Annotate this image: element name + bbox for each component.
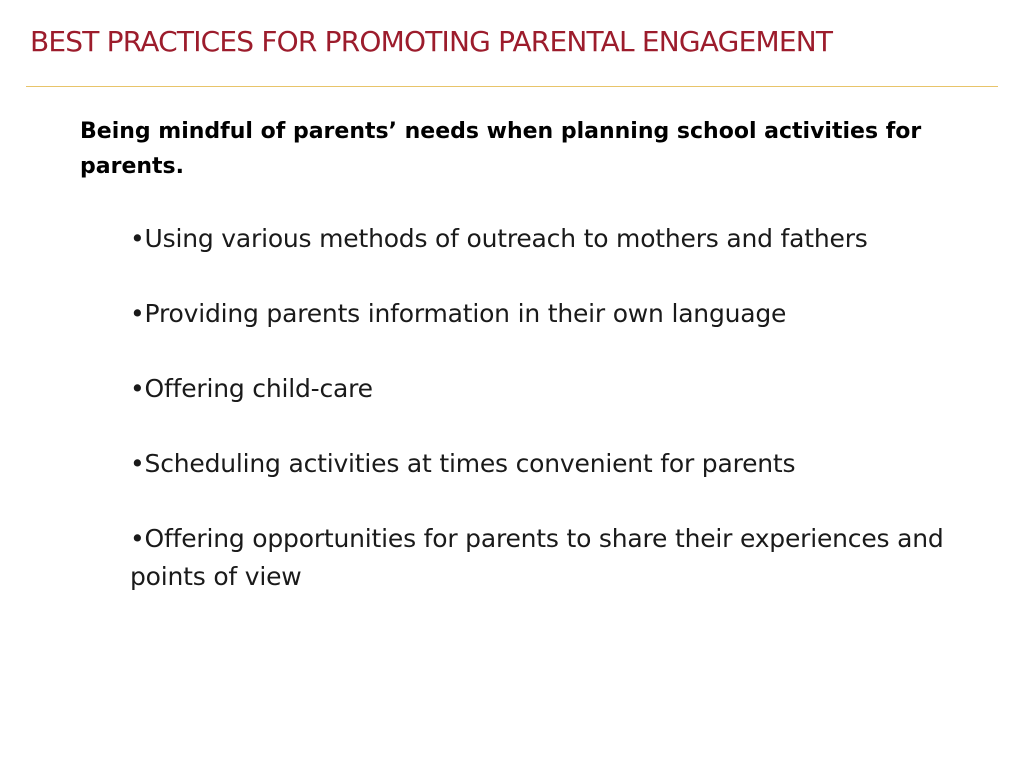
bullet-text: Offering child-care bbox=[144, 374, 373, 403]
bullet-text: Using various methods of outreach to mothers and fathers bbox=[144, 224, 868, 253]
bullet-item bbox=[130, 220, 970, 258]
bullet-marker: • bbox=[130, 449, 145, 478]
bullet-list bbox=[130, 220, 970, 633]
bullet-item bbox=[130, 295, 970, 333]
lead-statement: Being mindful of parents’ needs when planning school activities for parents. bbox=[80, 119, 922, 179]
bullet-marker: • bbox=[130, 524, 145, 553]
bullet-marker: • bbox=[130, 224, 145, 253]
bullet-text: Offering opportunities for parents to share their experiences and points of view bbox=[130, 524, 944, 591]
bullet-item bbox=[130, 520, 970, 596]
bullet-text: Scheduling activities at times convenient for parents bbox=[144, 449, 796, 478]
bullet-marker: • bbox=[130, 299, 145, 328]
slide-title: BEST PRACTICES FOR PROMOTING PARENTAL ENGAGEMENT bbox=[30, 25, 833, 58]
bullet-item bbox=[130, 445, 970, 483]
bullet-item bbox=[130, 370, 970, 408]
title-divider bbox=[26, 86, 998, 87]
bullet-text: Providing parents information in their own language bbox=[144, 299, 787, 328]
bullet-marker: • bbox=[130, 374, 145, 403]
